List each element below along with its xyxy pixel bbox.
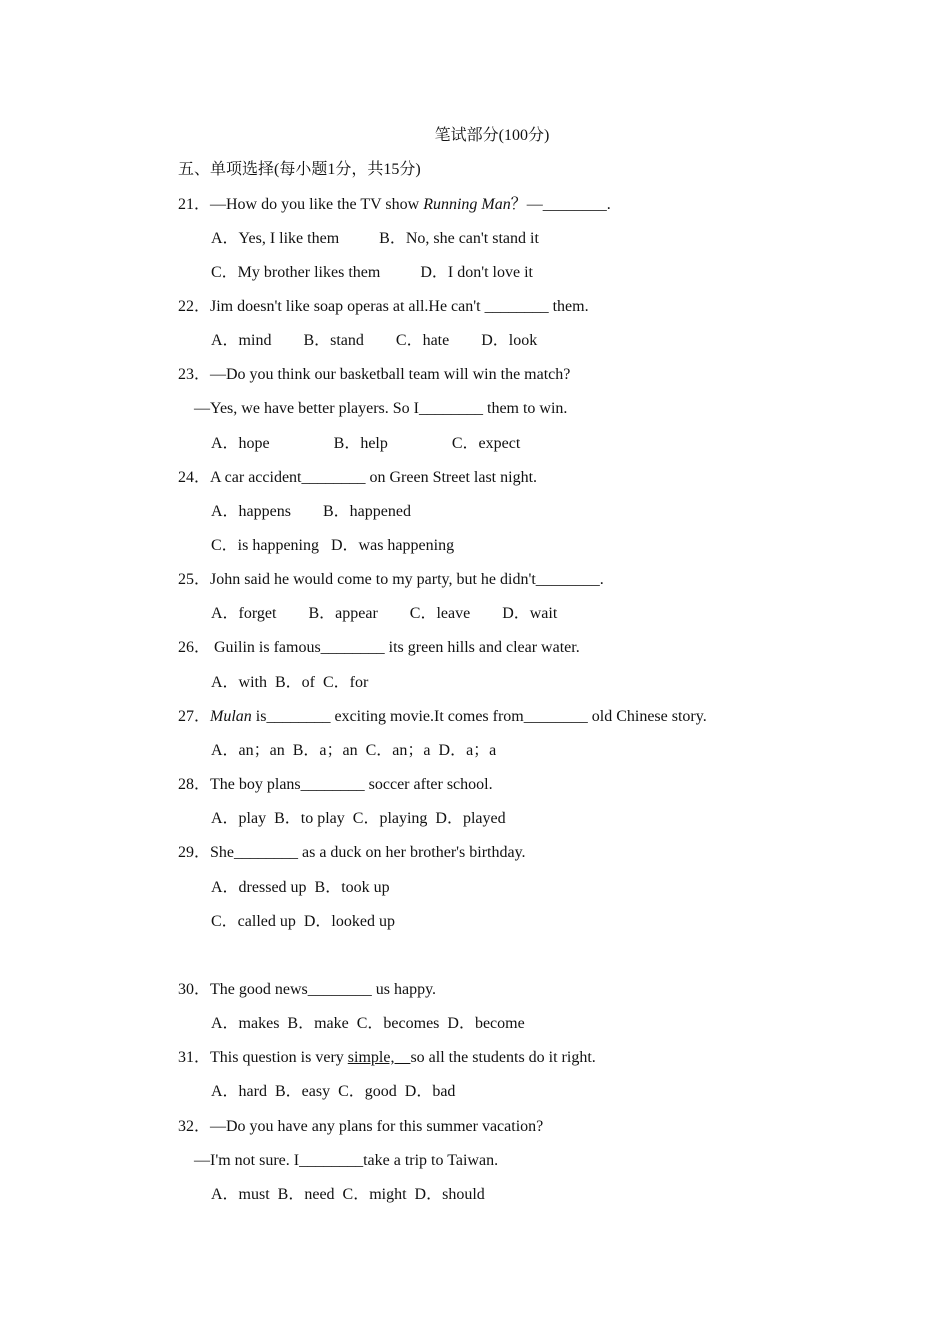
question-29-options-row-1: A．dressed up B．took up — [211, 879, 390, 896]
question-23-options: A．hope B．help C．expect — [211, 435, 521, 452]
question-27-options: A．an；an B．a；an C．an；a D．a；a — [211, 742, 497, 759]
question-30-stem: 30．The good news________ us happy. — [178, 981, 437, 998]
question-21-options-row-2: C．My brother likes them D．I don't love it — [211, 264, 533, 281]
question-29-options-row-2: C．called up D．looked up — [211, 913, 395, 930]
question-22-options: A．mind B．stand C．hate D．look — [211, 332, 538, 349]
question-23-stem: 23．—Do you think our basketball team will win the match? — [178, 366, 571, 383]
question-29-stem: 29．She________ as a duck on her brother's birthday. — [178, 844, 526, 861]
question-22-stem: 22．Jim doesn't like soap operas at all.He can't ________ them. — [178, 298, 589, 315]
question-24-stem: 24．A car accident________ on Green Street last night. — [178, 469, 538, 486]
question-21-options-row-1: A．Yes, I like them B．No, she can't stand it — [211, 230, 539, 247]
question-25-stem: 25．John said he would come to my party, but he didn't________. — [178, 571, 604, 588]
question-31-stem: 31．This question is very simple, so all the students do it right. — [178, 1049, 596, 1066]
question-26-options: A．with B．of C．for — [211, 674, 369, 691]
question-26-stem: 26． Guilin is famous________ its green hills and clear water. — [178, 639, 580, 656]
question-32-stem: 32．—Do you have any plans for this summer vacation? — [178, 1118, 544, 1135]
question-24-options-row-2: C．is happening D．was happening — [211, 537, 455, 554]
question-21-stem: 21．—How do you like the TV show Running Man？—________. — [178, 196, 611, 213]
question-32-options: A．must B．need C．might D．should — [211, 1186, 485, 1203]
question-27-stem: 27．Mulan is________ exciting movie.It comes from________ old Chinese story. — [178, 708, 707, 725]
question-23-reply: —Yes, we have better players. So I________ them to win. — [194, 400, 568, 417]
question-25-options: A．forget B．appear C．leave D．wait — [211, 605, 558, 622]
question-28-options: A．play B．to play C．playing D．played — [211, 810, 506, 827]
question-24-options-row-1: A．happens B．happened — [211, 503, 411, 520]
question-28-stem: 28．The boy plans________ soccer after school. — [178, 776, 493, 793]
question-32-reply: —I'm not sure. I________take a trip to Taiwan. — [194, 1152, 499, 1169]
question-31-options: A．hard B．easy C．good D．bad — [211, 1083, 456, 1100]
page-title: 笔试部分(100分) — [434, 127, 550, 144]
section-heading: 五、单项选择(每小题1分，共15分) — [178, 161, 421, 178]
question-30-options: A．makes B．make C．becomes D．become — [211, 1015, 525, 1032]
